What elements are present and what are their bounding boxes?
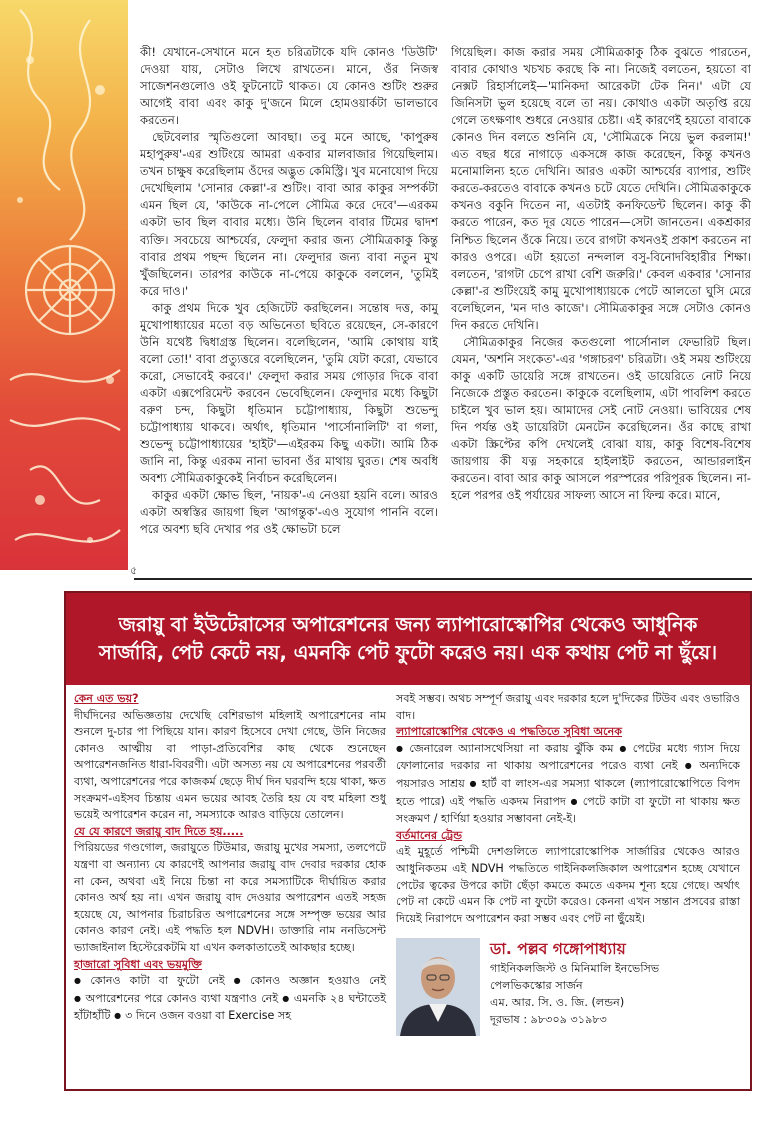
ad-headline-banner: জরায়ু বা ইউটেরাসের অপারেশনের জন্য ল্যাপারোস্কোপির থেকেও আধুনিক সার্জারি, পেট কেটে নয়, এমনকি পেট ফুটো করেও নয়। এক কথায় পেট না ছুঁয়ে। xyxy=(66,593,750,685)
ad-column-right xyxy=(396,691,740,927)
ad-bullet-item: ● এমনকি ২৪ ঘন্টাতেই হাঁটাহাঁটি xyxy=(74,992,386,1023)
ad-bullet-item: ● অন্যদিকে পয়সারও সাশ্রয় xyxy=(396,759,740,790)
article-paragraph: গিয়েছিল। কাজ করার সময় সৌমিত্রকাকু ঠিক বুঝতে পারতেন, বাবার কোথাও খচখচ করছে কি না। নিজেই বলতেন, হয়তো বা নেক্সট রিহার্সালেই—'মানিকদা আরেকটা টেক নিন।' এটা যে জিনিসটা ভুল হয়েছে বলে তা নয়। কোথাও একটা অতৃপ্তি রয়ে গেলে তৎক্ষণাৎ শুধরে নেওয়ার চেষ্টা। এই কারণেই হয়তো বাবাকে কোনও দিন বলতে শুনিনি যে, 'সৌমিত্রকে নিয়ে ভুল করলাম!' এত বছর ধরে নাগাড়ে একসঙ্গে কাজ করেছেন, কিন্তু কখনও মনোমালিন্য হতে দেখিনি। আরও একটা আশ্চর্যের ব্যাপার, শুটিং করতে-করতেও বাবাকে কখনও চটে যেতে দেখিনি। সৌমিত্রকাকুকে কখনও বকুনি দিতেন না, এতটাই কনফিডেন্ট ছিলেন। কাকু কী করতে পারেন, কত দূর যেতে পারেন—সেটা জানতেন। একশ্রকার নিশ্চিত ছিলেন ওঁকে নিয়ে। তবে রাগটা কখনওই প্রকাশ করতেন না কারও ওপরে। এটা হয়তো নন্দলাল বসু-বিনোদবিহারীর শিক্ষা। বলতেন, 'রাগটা চেপে রাখা বেশি জরুরি।' কেবল একবার 'সোনার কেল্লা'-র শুটিংয়েই কামু মুখোপাধ্যায়কে পেটে আলতো ঘুসি মেরে বলেছিলেন, 'মন দাও কাজে'। সৌমিত্রকাকুর সঙ্গে সেটাও কোনও দিন করতে দেখিনি। xyxy=(451,45,751,332)
ad-column-left xyxy=(74,691,386,1026)
ad-section-heading: যে যে কারণে জরায়ু বাদ দিতে হয়..... xyxy=(74,824,244,838)
ad-section-text: দীর্ঘদিনের অভিজ্ঞতায় দেখেছি বেশিরভাগ মহিলাই অপারেশনের নাম শুনলে দু-চার পা পিছিয়ে যান। কারণ হিসেবে দেখা গেছে, উনি নিজের কোনও আত্মীয় বা পাড়া-প্রতিবেশির কাছ থেকে শুনেছেন অপারেশনজনিত ধারা-বিবরণী। এটা অসত্য নয় যে অপারেশনের পরবর্তী ব্যথা, অপারেশনের পরে কাজকর্ম ছেড়ে দীর্ঘ দিন ঘরবন্দি হয়ে থাকা, ক্ষত সংক্রমণ-এইসব চিন্তায় এমন ভয়ের আবহ তৈরি হয় যে বহু মহিলা শুধু ভয়েই অপারেশন করেন না, সমস্যাকে আরও বাড়িয়ে তোলেন। xyxy=(74,708,386,822)
ad-section-text: সবই সম্ভব। অথচ সম্পূর্ণ জরায়ু এবং দরকার হলে দু'দিকের টিউব এবং ওভারিও বাদ। xyxy=(396,692,740,722)
ad-section-heading: হাজারো সুবিধা এবং ভয়মুক্তি xyxy=(74,957,202,971)
article-paragraph: সৌমিত্রকাকুর নিজের কতগুলো পার্সোনাল ফেভারিট ছিল। যেমন, 'অশনি সংকেত'-এর 'গঙ্গাচরণ' চরিত্রটা। ওই সময় শুটিংয়ে কাকু একটি ডায়েরি সঙ্গে রাখতেন। ওই ডায়েরিতে নোট নিয়ে নিজেকে প্রস্তুত করতেন। কাকুকে বলেছিলাম, এটা পাবলিশ করতে চাইলে খুব ভাল হয়। আমাদের সেই নোট নেওয়া। ভাবিয়ের শেষ দিন পর্যন্ত ওই ডায়েরিটা মেনটেন করেছিলেন। ওঁর কাছে রাখা একটা স্ক্রিপ্টের কপি দেখলেই বোঝা যায়, কাকু বিশেষ-বিশেষ জায়গায় কী যত্ন সহকারে হাইলাইট করতেন, আন্ডারলাইন করতেন। বাবা আর কাকু আসলে পরস্পরের পরিপূরক ছিলেন। না-হলে পরপর ওই পর্যায়ের সাফল্য আসে না ফিল্ম করে। মানে, xyxy=(451,334,751,503)
ad-section-heading: কেন এত ভয়? xyxy=(74,692,139,705)
floral-artwork xyxy=(0,0,128,570)
ad-bullet-item: ● অপারেশনের পরে কোনও ব্যথা যন্ত্রণাও নেই xyxy=(74,992,278,1005)
ad-bullet-item: ● পেটের মধ্যে গ্যাস দিয়ে ফোলানোর দরকার না থাকায় অপারেশনের পরেও ব্যথা নেই xyxy=(396,742,740,773)
ad-bullet-item: ● পেটে কাটা বা ফুটো না থাকায় ক্ষত সংক্রমণ / হার্ণিয়া হওয়ার সম্ভাবনা নেই-ই। xyxy=(396,795,740,826)
doctor-info xyxy=(490,938,746,1028)
doctor-title: গাইনিকলজিস্ট ও মিনিমালি ইনভেসিভ xyxy=(490,962,660,975)
ad-section-text: পিরিয়ডের গণ্ডগোল, জরায়ুতে টিউমার, জরায়ু মুখের সমস্যা, তলপেটে যন্ত্রণা বা অন্যান্য যে কারণেই আপনার জরায়ু বাদ দেবার দরকার হোক না কেন, অথবা এই নিয়ে চিন্তা না করে সমস্যাটিকে দীর্ঘায়িত করার কোনও অর্থ হয় না। এখন জরায়ু বাদ দেওয়ার অপারেশন এতই সহজ হয়েছে যে, আপনার চিরাচরিত অপারেশনের সঙ্গে সম্পৃক্ত ভয়ের আর কোনও কারণ নেই। এই পদ্ধতি হল NDVH। ডাক্তারি নাম ননডিসেন্ট ভ্যাজাইনাল হিস্টেরেকটমি যা এখন কলকাতাতেই আকছার হচ্ছে। xyxy=(74,841,386,954)
ad-section-heading: বর্তমানের ট্রেন্ড xyxy=(396,828,463,842)
doctor-degree: এম. আর. সি. ও. জি. (লন্ডন) xyxy=(490,996,625,1009)
ad-section-heading: ল্যাপারোস্কোপির থেকেও এ পদ্ধতিতে সুবিধা অনেক xyxy=(396,725,623,739)
advertisement-box xyxy=(64,591,752,1091)
doctor-photo xyxy=(396,938,480,1036)
article-paragraph: কাকুর একটা ক্ষোভ ছিল, 'নায়ক'-এ নেওয়া হয়নি বলে। আরও একটা অস্বস্তির জায়গা ছিল 'আগন্তুক'-এও সুযোগ পাননি বলে। পরে অবশ্য ছবি দেখার পর ওই ক্ষোভটা চলে xyxy=(140,488,438,537)
divider-rule xyxy=(134,578,752,580)
article-paragraph: ছেটবেলার স্মৃতিগুলো আবছা। তবু মনে আছে, 'কাপুরুষ মহাপুরুষ'-এর শুটিংয়ে আমরা একবার মালবাজার গিয়েছিলাম। তখন চাক্ষুষ করেছিলাম ওঁদের অদ্ভুত কেমিস্ট্রি। খুব মনোযোগ দিয়ে দেখেছিলাম 'সোনার কেল্লা'-র শুটিং। বাবা আর কাকুর সম্পর্কটা এমন ছিল যে, 'কাউকে না-পেলে সৌমিত্র করে দেবে'—এরকম একটা ভাব ছিল বাবার মধ্যে। উনি ছিলেন বাবার টিমের দ্বাদশ ব্যক্তি। সবচেয়ে আশ্চর্যের, ফেলুদা করার জন্য সৌমিত্রকাকু কিন্তু বাবার প্রথম পছন্দ ছিলেন না। ফেলুদার জন্য বাবা নতুন মুখ খুঁজছিলেন। তারপর কাউকে না-পেয়ে কাকুকে বললেন, 'তুমিই করে দাও।' xyxy=(140,130,438,298)
ad-bullet-list xyxy=(396,741,740,828)
ad-section-text: এই মুহূর্তে পশ্চিমী দেশগুলিতে ল্যাপারোস্কোপিক সার্জারির থেকেও আরও আধুনিকতম এই NDVH পদ্ধতিতে গাইনিকলজিকাল অপারেশন হচ্ছে যেখানে পেটের ত্বকের উপরে কাটা ছেঁড়া কমতে কমতে একদম শূন্য হয়ে গেছে। অর্থাৎ পেট না কেটে এমন কি পেট না ফুটো করেও। কেননা এখন সন্তান প্রসবের রাস্তা দিয়েই নিরাপদে অপারেশন করা সম্ভব এবং পেট না ছুঁয়েই। xyxy=(396,845,740,925)
doctor-title: পেলভিকস্কোর সার্জন xyxy=(490,979,583,992)
page-number: ৫ xyxy=(130,564,138,577)
article-column-left xyxy=(140,44,438,538)
ad-bullet-item: ● কোনও কাটা বা ফুটো নেই xyxy=(74,974,225,987)
ad-bullet-item: ● হার্ট বা লাংস-এর সমস্যা থাকলে (ল্যাপারোস্কোপিতে বিপদ হতে পারে) এই পদ্ধতি একদম নিরাপদ xyxy=(396,777,740,808)
ad-bullet-item: ● ৩ দিনে ওজন বওয়া বা Exercise সহ xyxy=(114,1009,291,1022)
article-paragraph: কী! যেখানে-সেখানে মনে হত চরিত্রটাকে যদি কোনও 'ডিউটি' দেওয়া যায়, সেটাও লিখে রাখতেন। মানে, ওঁর নিজস্ব সাজেশনগুলোও ওই ফুটনোটে থাকত। যে কোনও শুটিং শুরুর আগেই বাবা এবং কাকু দু'জনে মিলে হোমওয়ার্কটা ভালভাবে করতেন। xyxy=(140,45,438,128)
doctor-phone: দূরভাষ : ৯৮৩০৯ ৩১৯৮৩ xyxy=(490,1013,607,1026)
ad-bullet-item: ● জেনারেল অ্যানাসথেসিয়া না করায় ঝুঁকি কম xyxy=(396,742,614,755)
ad-bullet-item: ● কোনও অজ্ঞান হওয়াও নেই xyxy=(234,974,386,987)
article-paragraph: কাকু প্রথম দিকে খুব হেজিটেট করছিলেন। সন্তোষ দত্ত, কামু মুখোপাধ্যায়ের মতো বড় অভিনেতা ছবিতে রয়েছেন, সে-কারণে উনি যথেষ্ট দ্বিধাগ্রস্ত ছিলেন। বলেছিলেন, 'আমি কোথায় যাই বলো তো!' বাবা প্রত্যুত্তরে বলেছিলেন, 'তুমি যেটা করো, যেভাবে করো, সেভাবেই করবে।' ফেলুদা করার সময় গোড়ার দিকে বাবা একটা এক্সপেরিমেন্ট করবেন ভেবেছিলেন। ফেলুদার মধ্যে কিছুটা বরুণ চন্দ, কিছুটা ধৃতিমান চট্টোপাধ্যায়, কিছুটা শুভেন্দু চট্টোপাধ্যায় থাকবে। অর্থাৎ, ধৃতিমান 'পার্সোনালিটি' বা গলা, শুভেন্দু চট্টোপাধ্যায়ের 'হাইট'—এইরকম কিছু একটা। আমি ঠিক জানি না, কিন্তু এরকম নানা ভাবনা ওঁর মাথায় ঘুরত। শেষ অবধি অবশ্য সৌমিত্রকাকুকেই নির্বাচন করেছিলেন। xyxy=(140,300,438,486)
article-column-right xyxy=(451,44,751,504)
doctor-name: ডা. পল্লব গঙ্গোপাধ্যায় xyxy=(490,940,626,958)
ad-bullet-list xyxy=(74,973,386,1026)
